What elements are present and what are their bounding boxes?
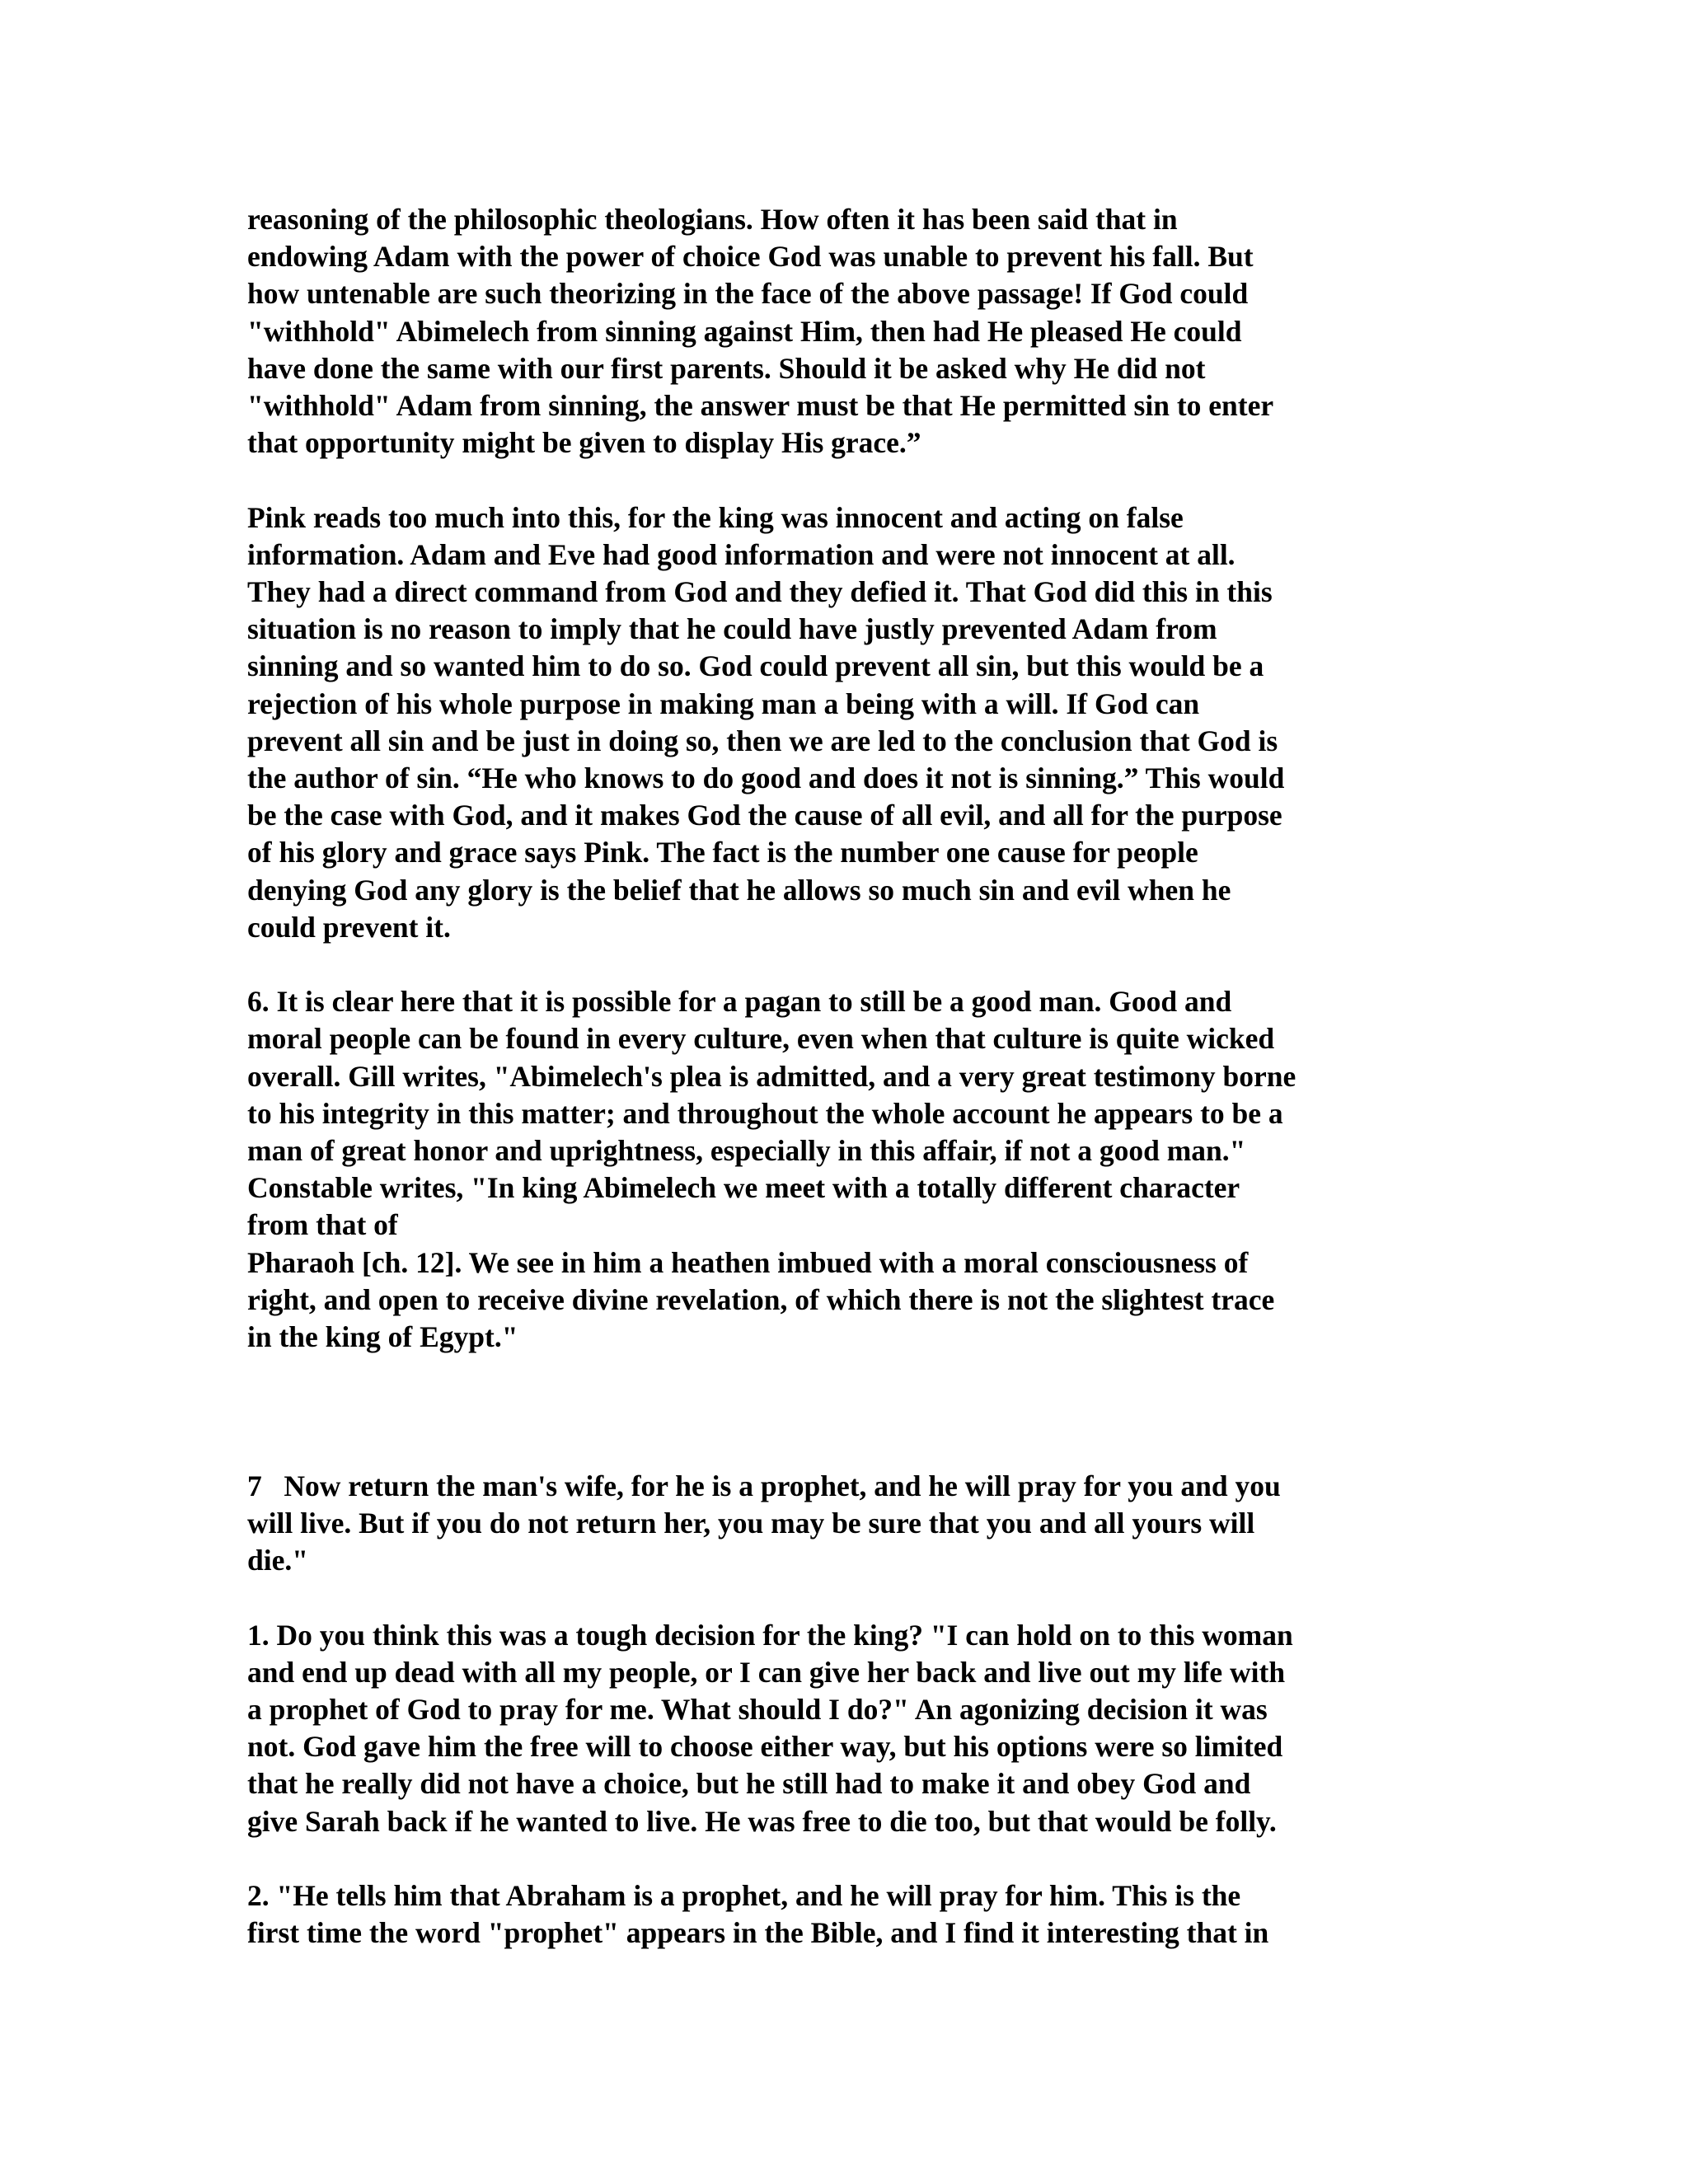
text-line: reasoning of the philosophic theologians. How often it has been said that in: [247, 203, 1178, 236]
text-line: "withhold" Adam from sinning, the answer must be that He permitted sin to enter: [247, 389, 1274, 423]
text-line: overall. Gill writes, "Abimelech's plea is admitted, and a very great testimony borne: [247, 1059, 1296, 1093]
text-line: Pharaoh [ch. 12]. We see in him a heathen imbued with a moral consciousness of: [247, 1245, 1249, 1279]
paragraph-pink-response: [247, 499, 1442, 946]
text-line: and end up dead with all my people, or I can give her back and live out my life with: [247, 1655, 1286, 1689]
paragraph-gap: [247, 1840, 1442, 1877]
text-line: Pink reads too much into this, for the king was innocent and acting on false: [247, 500, 1184, 534]
text-line: 7 Now return the man's wife, for he is a prophet, and he will pray for you and you: [247, 1469, 1281, 1502]
paragraph-gap: [247, 946, 1442, 983]
text-line: sinning and so wanted him to do so. God could prevent all sin, but this would be a: [247, 649, 1264, 683]
text-line: first time the word "prophet" appears in the Bible, and I find it interesting that in: [247, 1916, 1269, 1950]
text-line: how untenable are such theorizing in the face of the above passage! If God could: [247, 277, 1249, 311]
text-line: information. Adam and Eve had good information and were not innocent at all.: [247, 537, 1236, 571]
text-line: prevent all sin and be just in doing so, then we are led to the conclusion that God is: [247, 724, 1278, 757]
paragraph-point-1: [247, 1617, 1442, 1840]
text-line: a prophet of God to pray for me. What should I do?" An agonizing decision it was: [247, 1693, 1268, 1727]
text-line: 6. It is clear here that it is possible for a pagan to still be a good man. Good and: [247, 985, 1232, 1019]
text-line: be the case with God, and it makes God the cause of all evil, and all for the purpose: [247, 799, 1282, 832]
text-line: give Sarah back if he wanted to live. He was free to die too, but that would be folly.: [247, 1804, 1277, 1838]
text-line: man of great honor and uprightness, especially in this affair, if not a good man.": [247, 1134, 1246, 1168]
section-gap: [247, 1356, 1442, 1468]
text-line: moral people can be found in every culture, even when that culture is quite wicked: [247, 1022, 1275, 1056]
paragraph-gap: [247, 462, 1442, 499]
text-line: situation is no reason to imply that he could have justly prevented Adam from: [247, 612, 1217, 646]
text-line: to his integrity in this matter; and throughout the whole account he appears to be a: [247, 1096, 1283, 1130]
text-line: denying God any glory is the belief that he allows so much sin and evil when he: [247, 873, 1231, 907]
text-line: not. God gave him the free will to choose either way, but his options were so limited: [247, 1730, 1283, 1764]
text-line: 2. "He tells him that Abraham is a prophet, and he will pray for him. This is the: [247, 1879, 1241, 1913]
text-line: They had a direct command from God and they defied it. That God did this in this: [247, 575, 1273, 609]
text-line: have done the same with our first parents. Should it be asked why He did not: [247, 351, 1206, 385]
text-line: will live. But if you do not return her, you may be sure that you and all yours will: [247, 1507, 1255, 1540]
text-line: that opportunity might be given to display His grace.”: [247, 426, 921, 460]
text-line: right, and open to receive divine revelation, of which there is not the slightest trace: [247, 1282, 1275, 1316]
text-line: die.": [247, 1544, 308, 1577]
paragraph-gap: [247, 1579, 1442, 1616]
paragraph-point-6: [247, 983, 1442, 1356]
text-line: from that of: [247, 1208, 398, 1242]
verse-7: [247, 1468, 1442, 1580]
text-line: of his glory and grace says Pink. The fact is the number one cause for people: [247, 836, 1198, 869]
text-line: "withhold" Abimelech from sinning against Him, then had He pleased He could: [247, 314, 1242, 348]
document-body: [247, 201, 1442, 1952]
text-line: Constable writes, "In king Abimelech we meet with a totally different character: [247, 1171, 1240, 1205]
paragraph-point-2: [247, 1877, 1442, 1952]
text-line: could prevent it.: [247, 910, 451, 944]
paragraph-pink-quote-end: [247, 201, 1442, 462]
text-line: in the king of Egypt.": [247, 1320, 518, 1354]
text-line: that he really did not have a choice, but he still had to make it and obey God and: [247, 1767, 1251, 1801]
text-line: rejection of his whole purpose in making man a being with a will. If God can: [247, 687, 1200, 720]
text-line: 1. Do you think this was a tough decision for the king? "I can hold on to this woman: [247, 1618, 1293, 1652]
text-line: endowing Adam with the power of choice God was unable to prevent his fall. But: [247, 240, 1254, 274]
text-line: the author of sin. “He who knows to do good and does it not is sinning.” This would: [247, 762, 1285, 795]
